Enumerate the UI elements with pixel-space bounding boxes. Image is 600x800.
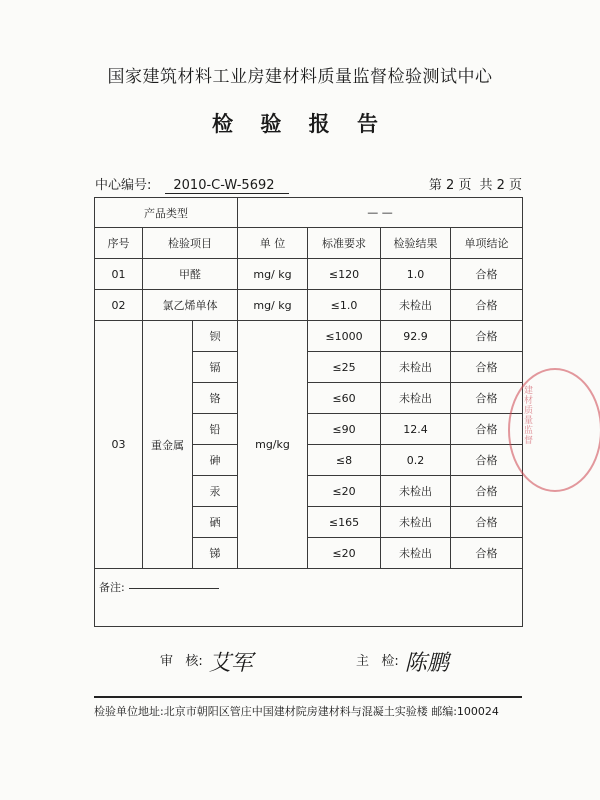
metal-standard: ≤20 (308, 538, 381, 569)
page-info (421, 174, 522, 193)
header-no: 序号 (95, 228, 143, 259)
stamp-text: 建材质量监督 (524, 386, 534, 446)
review-signature (160, 646, 253, 677)
row-item: 重金属 (143, 321, 193, 569)
metal-standard: ≤1000 (308, 321, 381, 352)
metal-name: 铬 (193, 383, 238, 414)
product-type-label: 产品类型 (95, 198, 238, 228)
metal-name: 砷 (193, 445, 238, 476)
metal-name: 镉 (193, 352, 238, 383)
chief-label: 主 检: (356, 654, 399, 669)
inspection-table (94, 197, 523, 627)
page-number: 第 2 页 (428, 178, 472, 193)
metal-result: 未检出 (381, 476, 451, 507)
remarks-row (95, 569, 523, 627)
row-standard: ≤1.0 (308, 290, 381, 321)
metal-name: 锑 (193, 538, 238, 569)
metal-conclusion: 合格 (451, 414, 523, 445)
remarks-cell (95, 569, 523, 627)
official-seal-stamp (508, 368, 600, 492)
metal-result: 未检出 (381, 383, 451, 414)
row-result: 1.0 (381, 259, 451, 290)
remarks-underline (129, 588, 219, 589)
row-no: 01 (95, 259, 143, 290)
metal-conclusion: 合格 (451, 383, 523, 414)
center-number-label: 中心编号: (95, 178, 152, 193)
footer-address: 检验单位地址:北京市朝阳区管庄中国建材院房建材料与混凝土实验楼 邮编:100024 (94, 705, 499, 718)
chief-signature-name: 陈鹏 (404, 651, 449, 676)
page-total: 共 2 页 (479, 178, 522, 193)
row-standard: ≤120 (308, 259, 381, 290)
metal-result: 0.2 (381, 445, 451, 476)
metal-standard: ≤60 (308, 383, 381, 414)
metal-name: 钡 (193, 321, 238, 352)
metal-standard: ≤20 (308, 476, 381, 507)
metal-result: 未检出 (381, 352, 451, 383)
metal-result: 92.9 (381, 321, 451, 352)
chief-inspector-signature (356, 646, 449, 677)
row-no: 02 (95, 290, 143, 321)
header-standard: 标准要求 (308, 228, 381, 259)
footer-divider (94, 696, 522, 698)
table-header-row (95, 228, 523, 259)
remarks-label: 备注: (99, 581, 125, 594)
metal-conclusion: 合格 (451, 352, 523, 383)
metal-conclusion: 合格 (451, 476, 523, 507)
header-conclusion: 单项结论 (451, 228, 523, 259)
center-number (95, 174, 289, 194)
header-unit: 单 位 (238, 228, 308, 259)
row-item: 氯乙烯单体 (143, 290, 238, 321)
table-row (95, 290, 523, 321)
metal-standard: ≤25 (308, 352, 381, 383)
row-unit: mg/kg (238, 321, 308, 569)
metal-standard: ≤90 (308, 414, 381, 445)
metal-standard: ≤8 (308, 445, 381, 476)
report-title: 检 验 报 告 (212, 112, 388, 136)
metal-conclusion: 合格 (451, 538, 523, 569)
metal-conclusion: 合格 (451, 445, 523, 476)
product-type-row (95, 198, 523, 228)
metal-name: 硒 (193, 507, 238, 538)
metal-conclusion: 合格 (451, 321, 523, 352)
review-label: 审 核: (160, 654, 203, 669)
row-conclusion: 合格 (451, 290, 523, 321)
row-item: 甲醛 (143, 259, 238, 290)
row-no: 03 (95, 321, 143, 569)
metal-standard: ≤165 (308, 507, 381, 538)
heavy-metal-row (95, 321, 523, 352)
row-unit: mg/ kg (238, 259, 308, 290)
metal-result: 未检出 (381, 538, 451, 569)
metal-name: 铅 (193, 414, 238, 445)
row-conclusion: 合格 (451, 259, 523, 290)
row-unit: mg/ kg (238, 290, 308, 321)
center-number-value: 2010-C-W-5692 (165, 178, 288, 194)
review-signature-name: 艾军 (208, 651, 253, 676)
metal-result: 12.4 (381, 414, 451, 445)
header-item: 检验项目 (143, 228, 238, 259)
header-result: 检验结果 (381, 228, 451, 259)
metal-conclusion: 合格 (451, 507, 523, 538)
table-row (95, 259, 523, 290)
row-result: 未检出 (381, 290, 451, 321)
organization-title: 国家建筑材料工业房建材料质量监督检验测试中心 (107, 67, 493, 87)
metal-result: 未检出 (381, 507, 451, 538)
product-type-value: — — (238, 198, 523, 228)
metal-name: 汞 (193, 476, 238, 507)
